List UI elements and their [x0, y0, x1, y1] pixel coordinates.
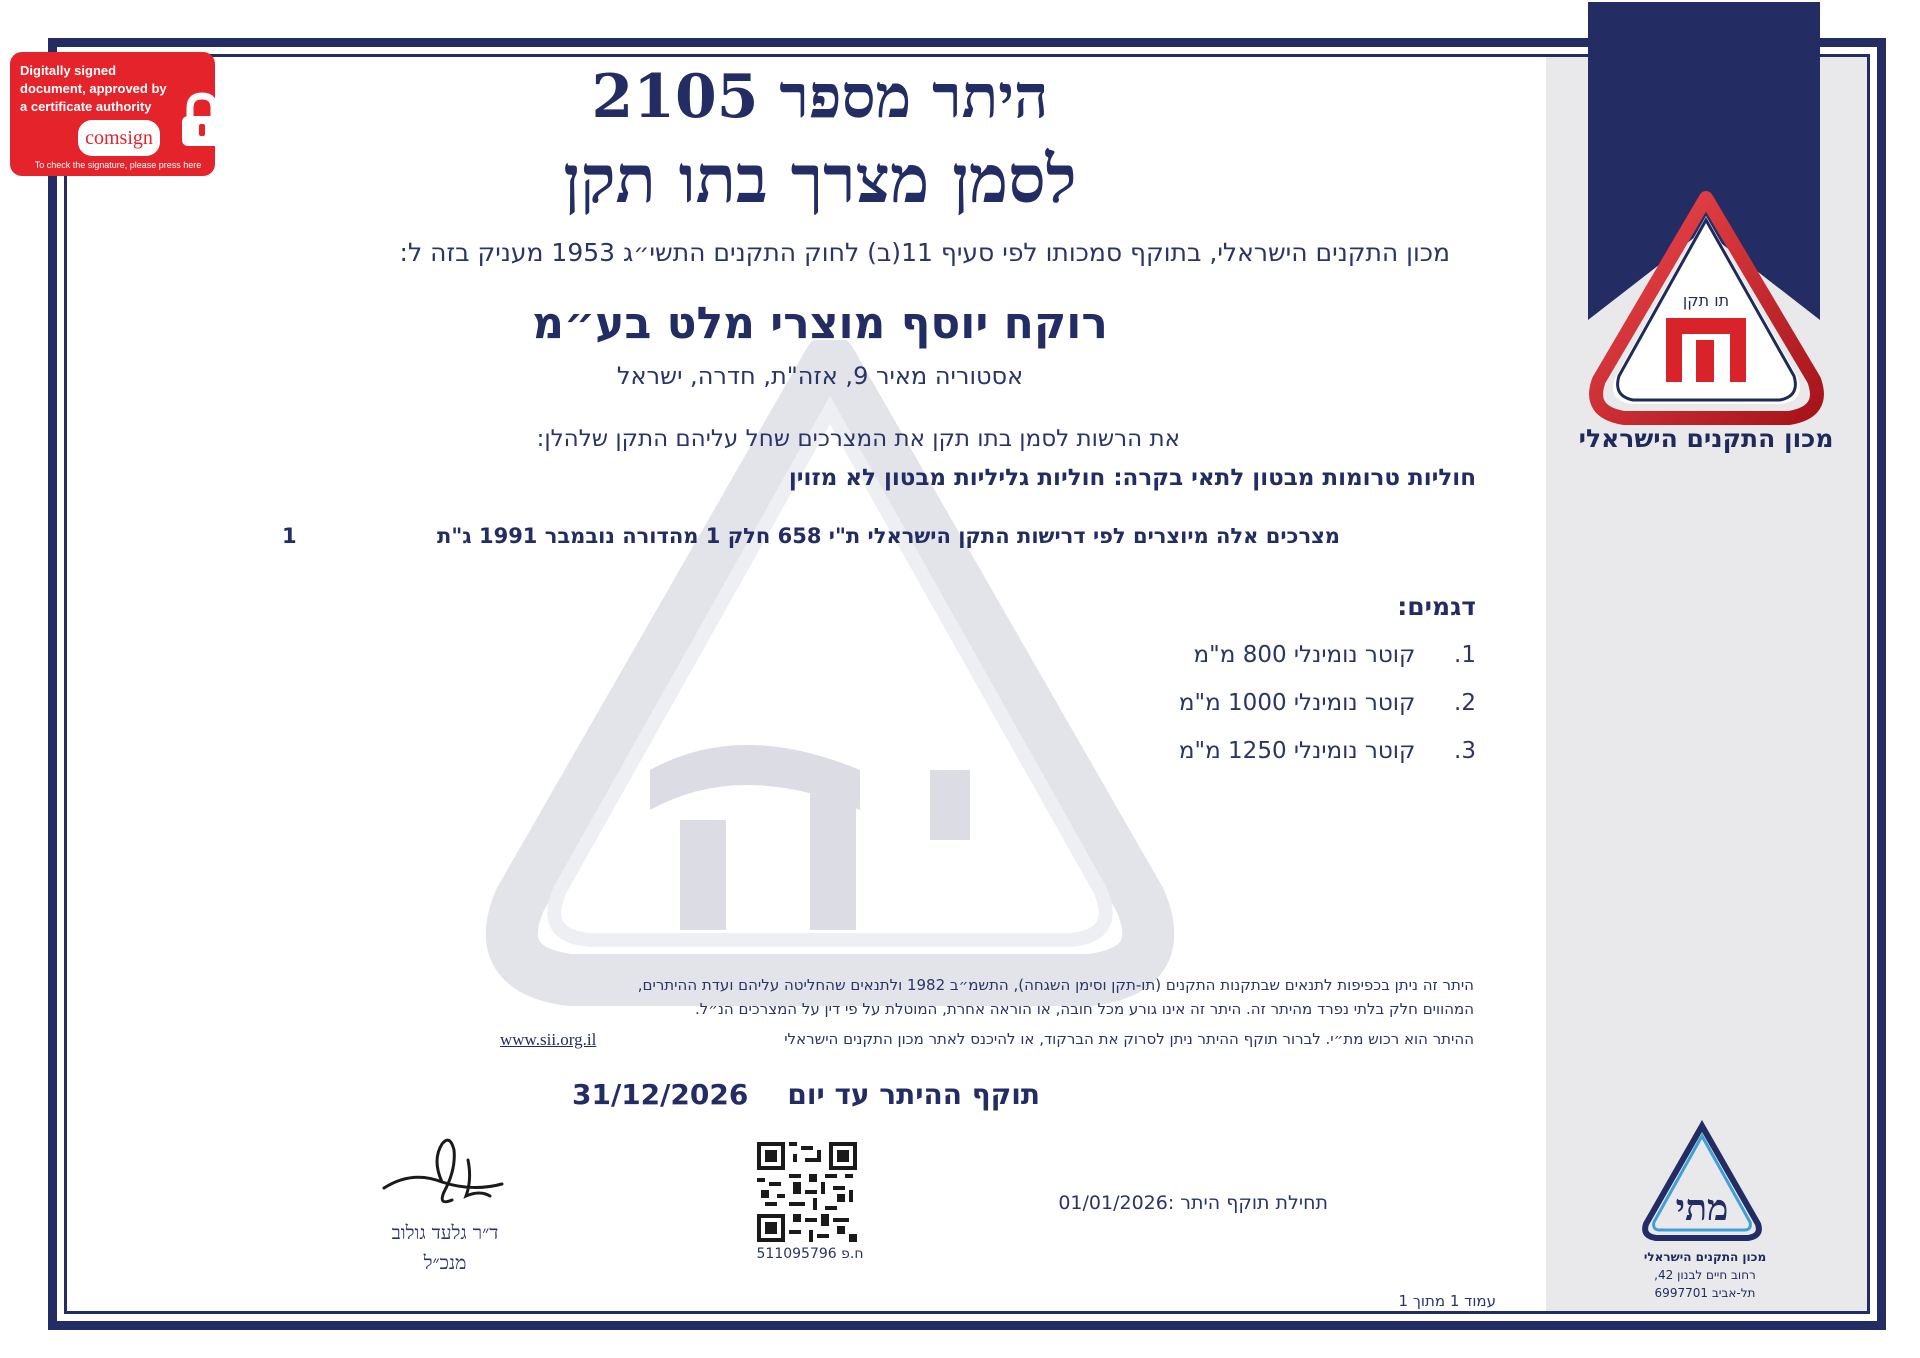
model-number: 3. — [1454, 738, 1476, 764]
bottom-logo-text: מתי — [1675, 1187, 1729, 1229]
qr-code-icon[interactable] — [757, 1142, 857, 1242]
digital-signature-badge[interactable] — [10, 52, 215, 176]
model-text: קוטר נומינלי 800 מ"מ — [1193, 642, 1416, 668]
comsign-logo: comsign — [78, 120, 160, 156]
fine-print-line2: המהווים חלק בלתי נפרד מהיתר זה. היתר זה אינו גורע מכל חובה, או הוראה אחרת, המוטלת על פי דין על המצרכים הנ״ל. — [694, 1000, 1474, 1018]
product-description: חוליות טרומות מבטון לתאי בקרה: חוליות גליליות מבטון לא מזוין — [788, 465, 1476, 491]
standard-text: מצרכים אלה מיוצרים לפי דרישות התקן הישראלי ת"י 658 חלק 1 מהדורה נובמבר 1991 ג"ת — [436, 524, 1340, 548]
model-item — [1179, 738, 1476, 764]
address-line2: תל-אביב 6997701 — [1654, 1286, 1756, 1300]
company-name: רוקח יוסף מוצרי מלט בע״מ — [532, 298, 1108, 349]
model-item — [1179, 690, 1476, 716]
model-number: 2. — [1454, 690, 1476, 716]
model-item — [1194, 642, 1476, 668]
validity-start: תחילת תוקף היתר :01/01/2026 — [1058, 1192, 1328, 1214]
permission-text: את הרשות לסמן בתו תקן את המצרכים שחל עליהם התקן שלהלן: — [536, 426, 1180, 452]
models-title: דגמים: — [1397, 592, 1476, 621]
signer-title: מנכ״ל — [423, 1252, 467, 1274]
sii-website-link[interactable]: www.sii.org.il — [500, 1030, 597, 1049]
validity-label: תוקף ההיתר עד יום — [787, 1078, 1040, 1111]
page-number: עמוד 1 מתוך 1 — [1398, 1292, 1496, 1310]
handwritten-signature-icon — [372, 1130, 522, 1220]
intro-text: מכון התקנים הישראלי, בתוקף סמכותו לפי סעיף 11(ב) לחוק התקנים התשי״ג 1953 מעניק בזה ל: — [399, 238, 1450, 267]
address-line1: רחוב חיים לבנון 42, — [1654, 1268, 1756, 1282]
sii-mati-logo-icon — [1640, 1120, 1764, 1250]
company-id: ח.פ 511095796 — [756, 1246, 864, 1262]
signer-name: ד״ר גלעד גולוב — [391, 1222, 499, 1244]
israeli-standard-mark-icon — [1584, 190, 1829, 430]
permit-subtitle: לסמן מצרך בתו תקן — [563, 140, 1077, 218]
model-text: קוטר נומינלי 1250 מ"מ — [1178, 738, 1416, 764]
model-text: קוטר נומינלי 1000 מ"מ — [1178, 690, 1416, 716]
padlock-icon — [176, 92, 228, 150]
model-number: 1. — [1454, 642, 1476, 668]
badge-small-text: To check the signature, please press here — [34, 160, 202, 170]
company-address: אסטוריה מאיר 9, אזה"ת, חדרה, ישראל — [616, 362, 1024, 390]
badge-text: Digitally signed document, approved by a certificate authority — [20, 63, 167, 114]
standard-suffix: 1 — [282, 524, 297, 548]
bottom-logo-caption: מכון התקנים הישראלי — [1643, 1250, 1767, 1264]
logo-small-text: תו תקן — [1682, 291, 1730, 310]
fine-print-line1: היתר זה ניתן בכפיפות לתנאים שבתקנות התקנים (תו-תקן וסימן השגחה), התשמ״ב 1982 ולתנאים שהחליטה עליהם ועדת ההיתרים, — [637, 976, 1474, 994]
logo-caption: מכון התקנים הישראלי — [1578, 424, 1834, 453]
fine-print-line3: ההיתר הוא רכוש מת״י. לברור תוקף ההיתר ניתן לסרוק את הברקוד, או להיכנס לאתר מכון התקנים הישראלי — [784, 1030, 1474, 1048]
permit-number-title: היתר מספר 2105 — [591, 62, 1049, 132]
validity-date: 31/12/2026 — [572, 1078, 749, 1111]
